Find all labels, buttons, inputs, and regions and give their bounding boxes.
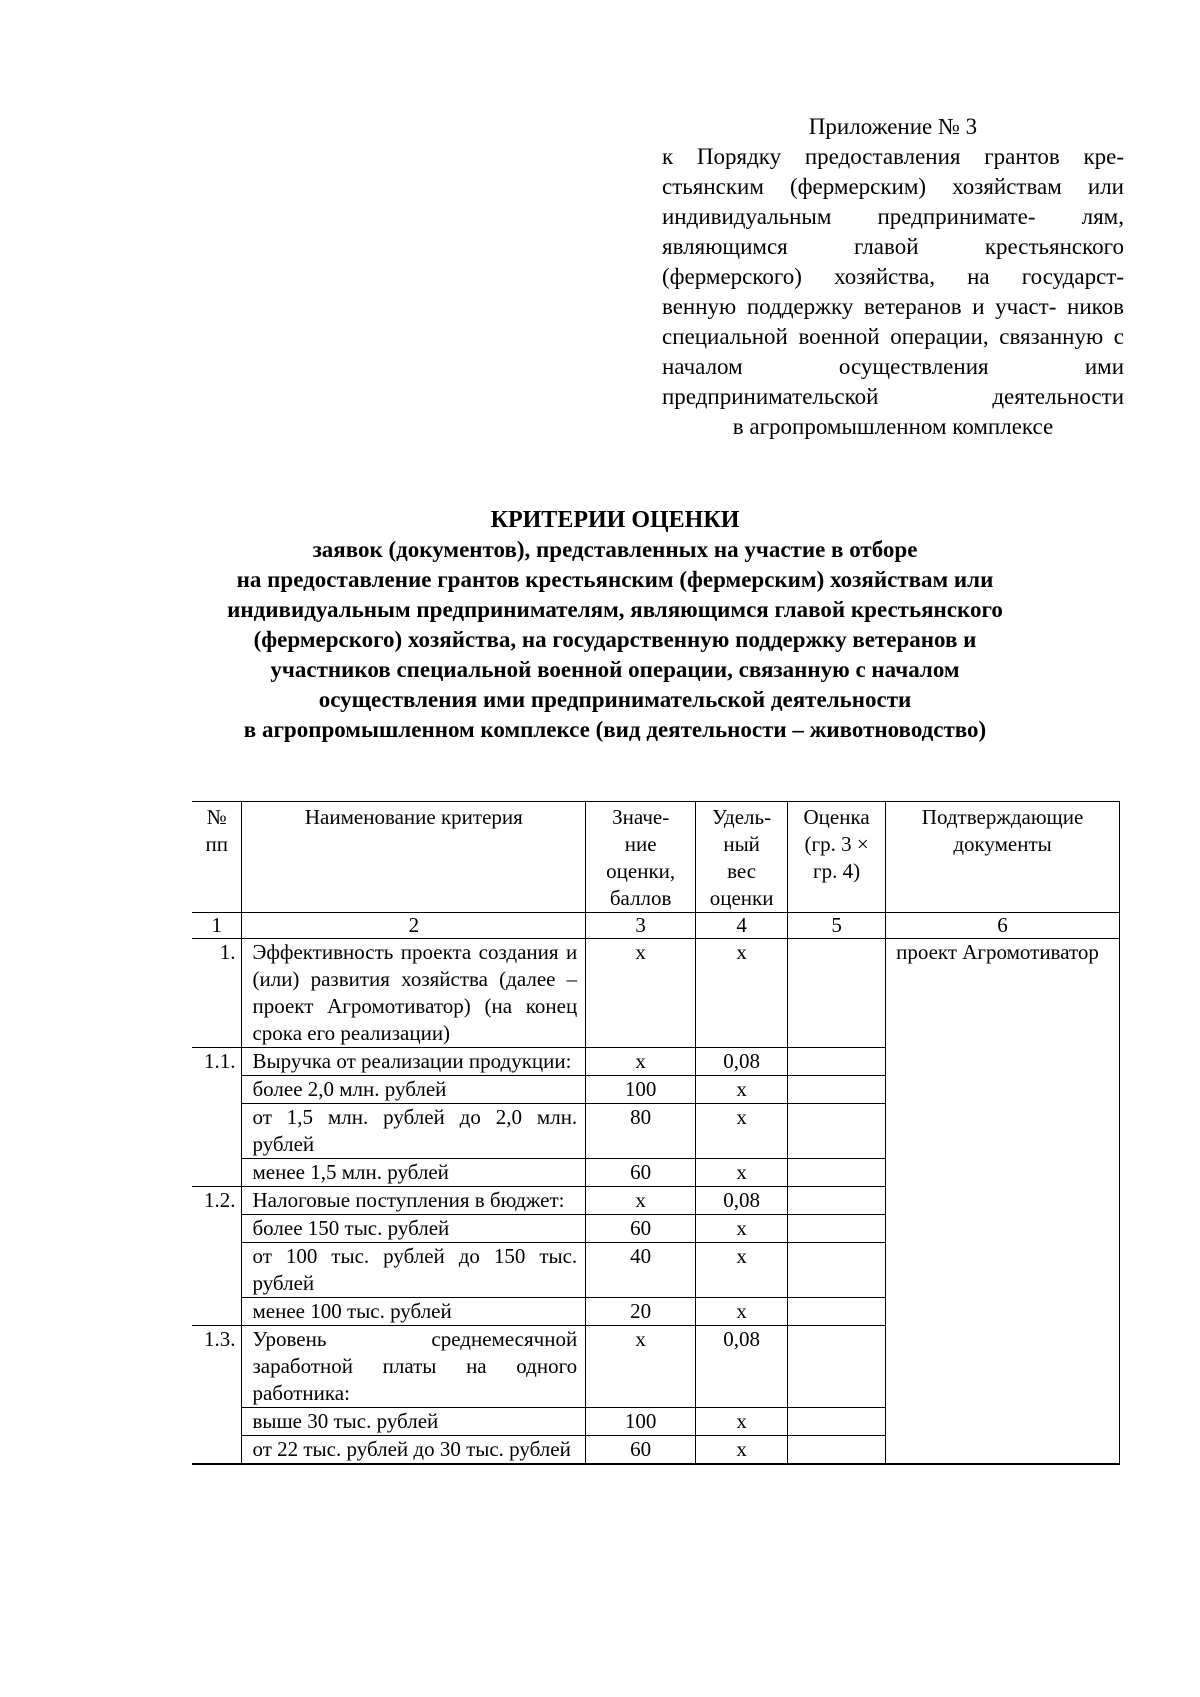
- row-value: 80: [586, 1104, 696, 1159]
- header-value: Значе- ние оценки, баллов: [586, 802, 696, 913]
- row-name: более 2,0 млн. рублей: [242, 1076, 586, 1104]
- title-line: (фермерского) хозяйства, на государственную поддержку ветеранов и: [253, 627, 977, 652]
- row-name: выше 30 тыс. рублей: [242, 1408, 586, 1436]
- table-header-row: [192, 802, 1120, 913]
- criteria-table: [192, 801, 1120, 1465]
- row-num-empty: [192, 1408, 242, 1436]
- row-num-empty: [192, 1159, 242, 1187]
- row-weight: х: [696, 1215, 788, 1243]
- title-line: участников специальной военной операции, связанную с началом: [270, 657, 960, 682]
- row-num-empty: [192, 1243, 242, 1298]
- row-value: х: [586, 1048, 696, 1076]
- row-num: 1.1.: [192, 1048, 242, 1076]
- row-value: 100: [586, 1076, 696, 1104]
- row-weight: х: [696, 1243, 788, 1298]
- row-num-empty: [192, 1104, 242, 1159]
- row-value: 40: [586, 1243, 696, 1298]
- row-weight: х: [696, 1076, 788, 1104]
- row-weight: х: [696, 1159, 788, 1187]
- appendix-line: ников специальной военной операции,: [662, 294, 1124, 349]
- col-index: 5: [788, 913, 886, 939]
- row-num-empty: [192, 1215, 242, 1243]
- col-index: 4: [696, 913, 788, 939]
- col-index: 2: [242, 913, 586, 939]
- appendix-line: связанную с началом осуществления: [662, 324, 1125, 379]
- appendix-line: венную поддержку ветеранов и участ-: [662, 294, 1057, 319]
- appendix-text: [662, 142, 1124, 442]
- appendix-line: (фермерского) хозяйства, на государст-: [662, 264, 1124, 289]
- appendix-line: или индивидуальным предпринимате-: [662, 174, 1124, 229]
- row-value: 60: [586, 1159, 696, 1187]
- row-score: [788, 1104, 886, 1159]
- row-weight: х: [696, 1436, 788, 1465]
- row-name: от 22 тыс. рублей до 30 тыс. рублей: [242, 1436, 586, 1465]
- appendix-line: лям, являющимся главой крестьянского: [662, 204, 1124, 259]
- title-line: осуществления ими предпринимательской деятельности: [318, 687, 912, 712]
- row-score: [788, 1326, 886, 1408]
- row-value: х: [586, 1326, 696, 1408]
- row-weight: 0,08: [696, 1326, 788, 1408]
- title-line: заявок (документов), представленных на участие в отборе: [312, 537, 918, 562]
- row-score: [788, 1048, 886, 1076]
- column-index-row: [192, 913, 1120, 939]
- title-line: в агропромышленном комплексе (вид деятельности – животноводство): [243, 717, 987, 742]
- row-weight: х: [696, 939, 788, 1048]
- row-score: [788, 1298, 886, 1326]
- row-score: [788, 939, 886, 1048]
- row-name: Выручка от реализации продукции:: [242, 1048, 586, 1076]
- row-weight: 0,08: [696, 1048, 788, 1076]
- row-name: более 150 тыс. рублей: [242, 1215, 586, 1243]
- row-name: Эффективность проекта создания и (или) развития хозяйства (далее – проект Агромотиватор) (на конец срока его реализации): [242, 939, 586, 1048]
- title-main: КРИТЕРИИ ОЦЕНКИ: [490, 507, 740, 533]
- header-docs: Подтверждающие документы: [886, 802, 1120, 913]
- row-weight: 0,08: [696, 1187, 788, 1215]
- row-score: [788, 1436, 886, 1465]
- row-name: от 100 тыс. рублей до 150 тыс. рублей: [242, 1243, 586, 1298]
- row-value: 60: [586, 1436, 696, 1465]
- row-score: [788, 1408, 886, 1436]
- row-score: [788, 1187, 886, 1215]
- appendix-line: ими предпринимательской деятельности: [662, 354, 1125, 409]
- row-value: 100: [586, 1408, 696, 1436]
- row-name: Уровень среднемесячной заработной платы на одного работника:: [242, 1326, 586, 1408]
- row-name: от 1,5 млн. рублей до 2,0 млн. рублей: [242, 1104, 586, 1159]
- row-num: 1.3.: [192, 1326, 242, 1408]
- header-num: № пп: [192, 802, 242, 913]
- row-score: [788, 1243, 886, 1298]
- header-score: Оценка (гр. 3 × гр. 4): [788, 802, 886, 913]
- row-value: 60: [586, 1215, 696, 1243]
- row-weight: х: [696, 1298, 788, 1326]
- row-value: 20: [586, 1298, 696, 1326]
- row-name: менее 1,5 млн. рублей: [242, 1159, 586, 1187]
- row-score: [788, 1159, 886, 1187]
- appendix-line: к Порядку предоставления грантов кре-: [662, 144, 1124, 169]
- row-docs: проект Агромотиватор: [886, 939, 1120, 1465]
- appendix-line: в агропромышленном комплексе: [732, 414, 1054, 439]
- row-num-empty: [192, 1436, 242, 1465]
- appendix-block: [662, 112, 1124, 442]
- row-score: [788, 1215, 886, 1243]
- row-weight: х: [696, 1408, 788, 1436]
- col-index: 6: [886, 913, 1120, 939]
- row-value: х: [586, 1187, 696, 1215]
- appendix-line: стьянским (фермерским) хозяйствам: [662, 174, 1062, 199]
- header-name: Наименование критерия: [242, 802, 586, 913]
- row-name: Налоговые поступления в бюджет:: [242, 1187, 586, 1215]
- title-line: индивидуальным предпринимателям, являющимся главой крестьянского: [227, 597, 1003, 622]
- row-num: 1.: [192, 939, 242, 1048]
- row-value: х: [586, 939, 696, 1048]
- col-index: 1: [192, 913, 242, 939]
- header-weight: Удель- ный вес оценки: [696, 802, 788, 913]
- appendix-heading: Приложение № 3: [808, 114, 978, 139]
- col-index: 3: [586, 913, 696, 939]
- row-name: менее 100 тыс. рублей: [242, 1298, 586, 1326]
- row-num-empty: [192, 1076, 242, 1104]
- row-num-empty: [192, 1298, 242, 1326]
- row-weight: х: [696, 1104, 788, 1159]
- title-line: на предоставление грантов крестьянским (фермерским) хозяйствам или: [236, 567, 994, 592]
- row-num: 1.2.: [192, 1187, 242, 1215]
- document-title: [150, 505, 1080, 745]
- table-row: [192, 939, 1120, 1048]
- row-score: [788, 1076, 886, 1104]
